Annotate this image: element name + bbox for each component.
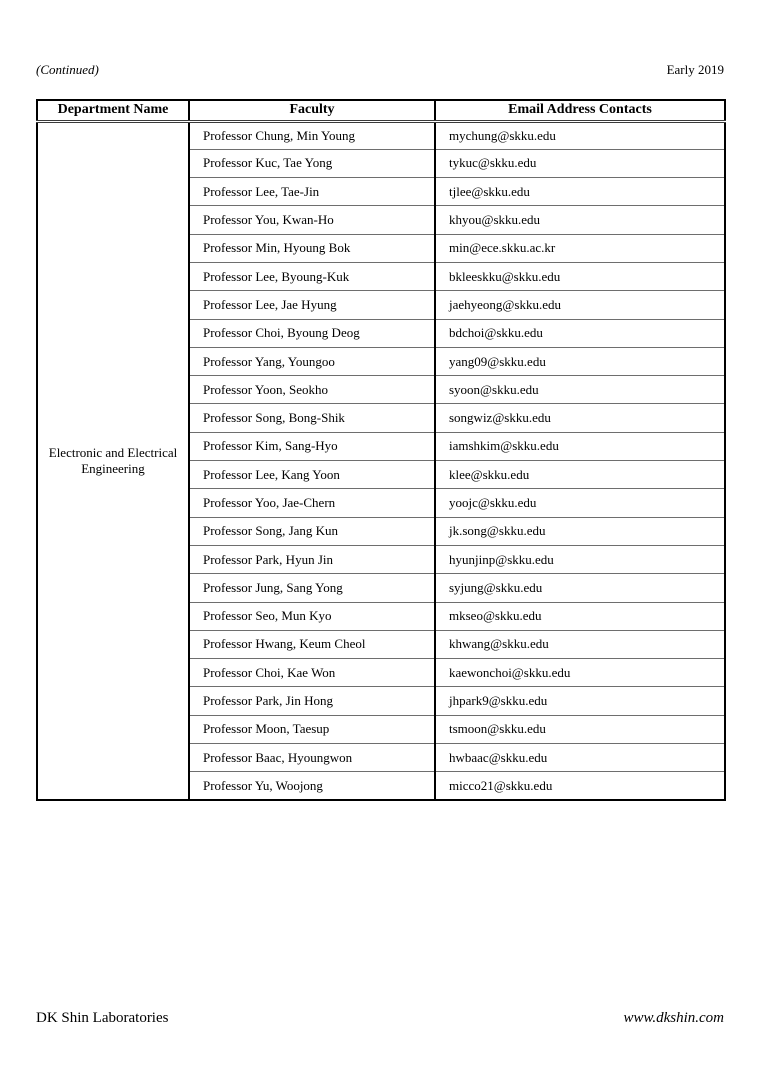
email-cell: jaehyeong@skku.edu [435, 291, 725, 319]
email-cell: min@ece.skku.ac.kr [435, 234, 725, 262]
email-cell: syoon@skku.edu [435, 376, 725, 404]
faculty-cell: Professor Jung, Sang Yong [189, 574, 435, 602]
faculty-cell: Professor Yang, Youngoo [189, 347, 435, 375]
email-cell: hyunjinp@skku.edu [435, 545, 725, 573]
faculty-cell: Professor Chung, Min Young [189, 121, 435, 149]
email-cell: tykuc@skku.edu [435, 149, 725, 177]
email-cell: jk.song@skku.edu [435, 517, 725, 545]
column-header-faculty: Faculty [189, 100, 435, 121]
faculty-cell: Professor Baac, Hyoungwon [189, 744, 435, 772]
column-header-email: Email Address Contacts [435, 100, 725, 121]
faculty-cell: Professor Yu, Woojong [189, 772, 435, 800]
faculty-email-table [36, 99, 726, 801]
continued-label: (Continued) [36, 62, 99, 77]
table-row [37, 121, 725, 149]
table-body [37, 121, 725, 800]
footer-website: www.dkshin.com [623, 1010, 724, 1026]
column-header-department: Department Name [37, 100, 189, 121]
faculty-cell: Professor Song, Jang Kun [189, 517, 435, 545]
faculty-cell: Professor Lee, Kang Yoon [189, 461, 435, 489]
email-cell: jhpark9@skku.edu [435, 687, 725, 715]
faculty-cell: Professor Lee, Byoung-Kuk [189, 262, 435, 290]
email-cell: klee@skku.edu [435, 461, 725, 489]
table-header-row [37, 100, 725, 121]
email-cell: tsmoon@skku.edu [435, 715, 725, 743]
faculty-cell: Professor Hwang, Keum Cheol [189, 630, 435, 658]
email-cell: kaewonchoi@skku.edu [435, 659, 725, 687]
email-cell: syjung@skku.edu [435, 574, 725, 602]
email-cell: yoojc@skku.edu [435, 489, 725, 517]
faculty-cell: Professor Moon, Taesup [189, 715, 435, 743]
faculty-cell: Professor Park, Hyun Jin [189, 545, 435, 573]
email-cell: iamshkim@skku.edu [435, 432, 725, 460]
email-cell: bkleeskku@skku.edu [435, 262, 725, 290]
department-cell: Electronic and Electrical Engineering [37, 121, 189, 800]
page-header [36, 62, 724, 78]
email-cell: songwiz@skku.edu [435, 404, 725, 432]
faculty-cell: Professor Seo, Mun Kyo [189, 602, 435, 630]
page-footer [36, 1010, 724, 1027]
faculty-cell: Professor Yoon, Seokho [189, 376, 435, 404]
faculty-cell: Professor Park, Jin Hong [189, 687, 435, 715]
email-cell: yang09@skku.edu [435, 347, 725, 375]
email-cell: khyou@skku.edu [435, 206, 725, 234]
faculty-cell: Professor Choi, Byoung Deog [189, 319, 435, 347]
email-cell: khwang@skku.edu [435, 630, 725, 658]
faculty-cell: Professor Choi, Kae Won [189, 659, 435, 687]
faculty-cell: Professor You, Kwan-Ho [189, 206, 435, 234]
faculty-cell: Professor Yoo, Jae-Chern [189, 489, 435, 517]
faculty-cell: Professor Song, Bong-Shik [189, 404, 435, 432]
email-cell: tjlee@skku.edu [435, 178, 725, 206]
email-cell: mychung@skku.edu [435, 121, 725, 149]
email-cell: bdchoi@skku.edu [435, 319, 725, 347]
faculty-cell: Professor Kim, Sang-Hyo [189, 432, 435, 460]
faculty-cell: Professor Lee, Tae-Jin [189, 178, 435, 206]
footer-lab-name: DK Shin Laboratories [36, 1010, 169, 1026]
email-cell: mkseo@skku.edu [435, 602, 725, 630]
email-cell: micco21@skku.edu [435, 772, 725, 800]
faculty-cell: Professor Kuc, Tae Yong [189, 149, 435, 177]
faculty-cell: Professor Lee, Jae Hyung [189, 291, 435, 319]
period-label: Early 2019 [666, 62, 724, 77]
faculty-cell: Professor Min, Hyoung Bok [189, 234, 435, 262]
email-cell: hwbaac@skku.edu [435, 744, 725, 772]
